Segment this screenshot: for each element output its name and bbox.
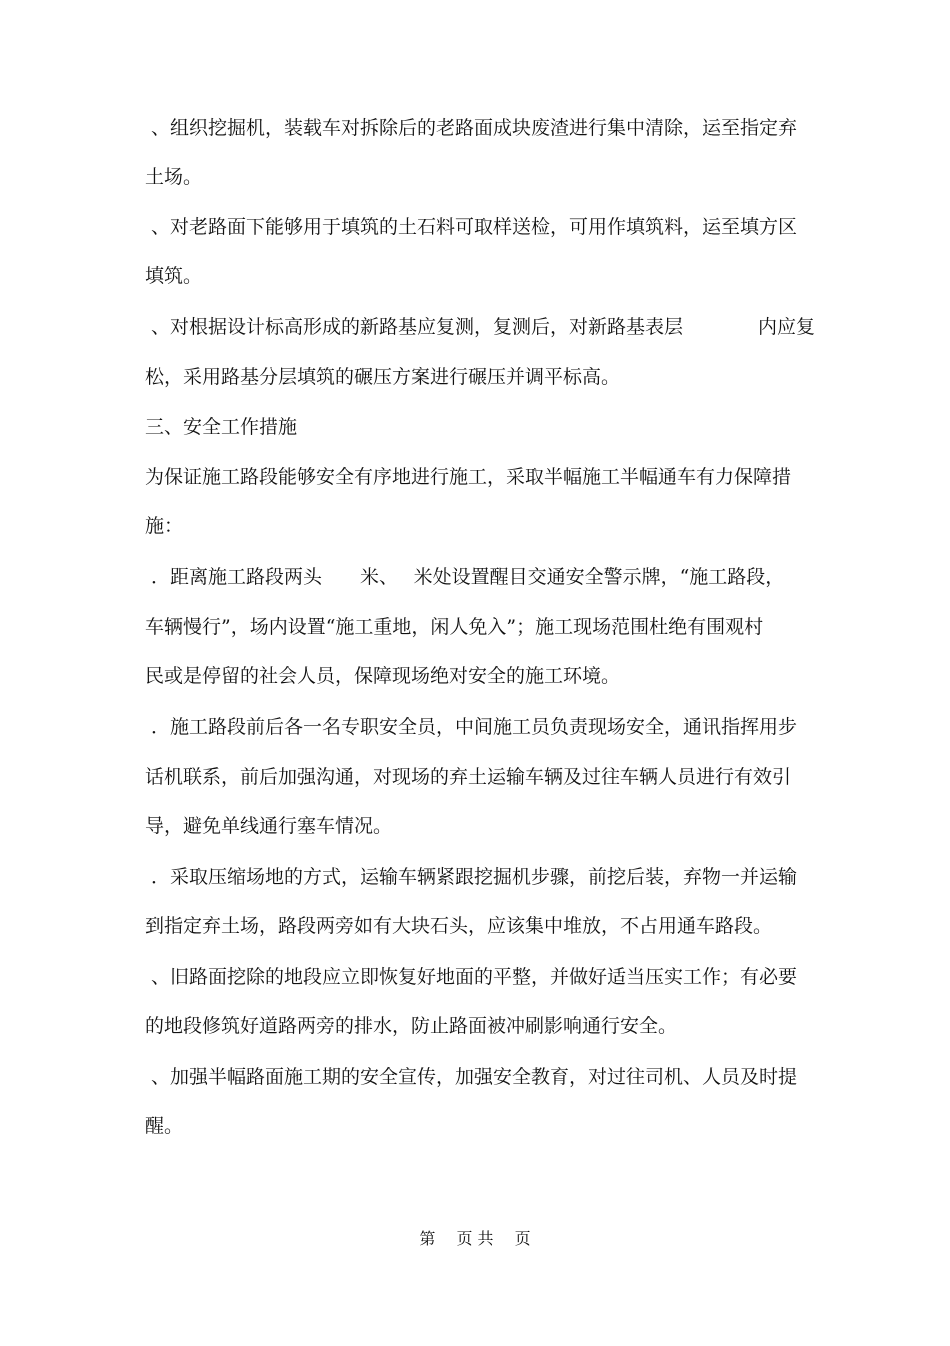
paragraph-3-line-2: 松，采用路基分层填筑的碾压方案进行碾压并调平标高。 [145, 366, 621, 388]
paragraph-7-line-3: 导，避免单线通行塞车情况。 [145, 815, 393, 837]
paragraph-6-line-2: 车辆慢行”，场内设置“施工重地，闲人免入”；施工现场范围杜绝有围观村 [145, 616, 764, 638]
paragraph-7-line-1: ．施工路段前后各一名专职安全员，中间施工员负责现场安全，通讯指挥用步 [145, 716, 798, 738]
paragraph-1-line-1: 、组织挖掘机，装载车对拆除后的老路面成块废渣进行集中清除，运至指定弃 [145, 117, 798, 139]
paragraph-5-line-1: 为保证施工路段能够安全有序地进行施工，采取半幅施工半幅通车有力保障措 [145, 466, 792, 488]
paragraph-6-line-1: ．距离施工路段两头 米、 米处设置醒目交通安全警示牌，“施工路段， [145, 566, 785, 588]
paragraph-7-line-2: 话机联系，前后加强沟通，对现场的弃土运输车辆及过往车辆人员进行有效引 [145, 766, 792, 788]
paragraph-8-line-1: ．采取压缩场地的方式，运输车辆紧跟挖掘机步骤，前挖后装，弃物一并运输 [145, 866, 798, 888]
paragraph-6-line-3: 民或是停留的社会人员，保障现场绝对安全的施工环境。 [145, 665, 621, 687]
page-footer: 第 页 共 页 [419, 1229, 531, 1248]
paragraph-9-line-1: 、旧路面挖除的地段应立即恢复好地面的平整，并做好适当压实工作；有必要 [145, 966, 798, 988]
paragraph-9-line-2: 的地段修筑好道路两旁的排水，防止路面被冲刷影响通行安全。 [145, 1015, 678, 1037]
paragraph-3-line-1-part-b: 内应复 [757, 316, 815, 338]
paragraph-1-line-2: 土场。 [145, 166, 203, 188]
paragraph-8-line-2: 到指定弃土场，路段两旁如有大块石头，应该集中堆放，不占用通车路段。 [145, 915, 773, 937]
paragraph-2-line-1: 、对老路面下能够用于填筑的土石料可取样送检，可用作填筑料，运至填方区 [145, 216, 798, 238]
paragraph-10-line-1: 、加强半幅路面施工期的安全宣传，加强安全教育，对过往司机、人员及时提 [145, 1066, 798, 1088]
paragraph-5-line-2: 施： [145, 515, 184, 537]
section-heading: 三、安全工作措施 [145, 416, 298, 438]
paragraph-3-line-1-part-a: 、对根据设计标高形成的新路基应复测，复测后，对新路基表层 [145, 316, 684, 338]
paragraph-10-line-2: 醒。 [145, 1115, 184, 1137]
paragraph-2-line-2: 填筑。 [145, 265, 203, 287]
paragraph-3-line-1 [145, 315, 815, 339]
